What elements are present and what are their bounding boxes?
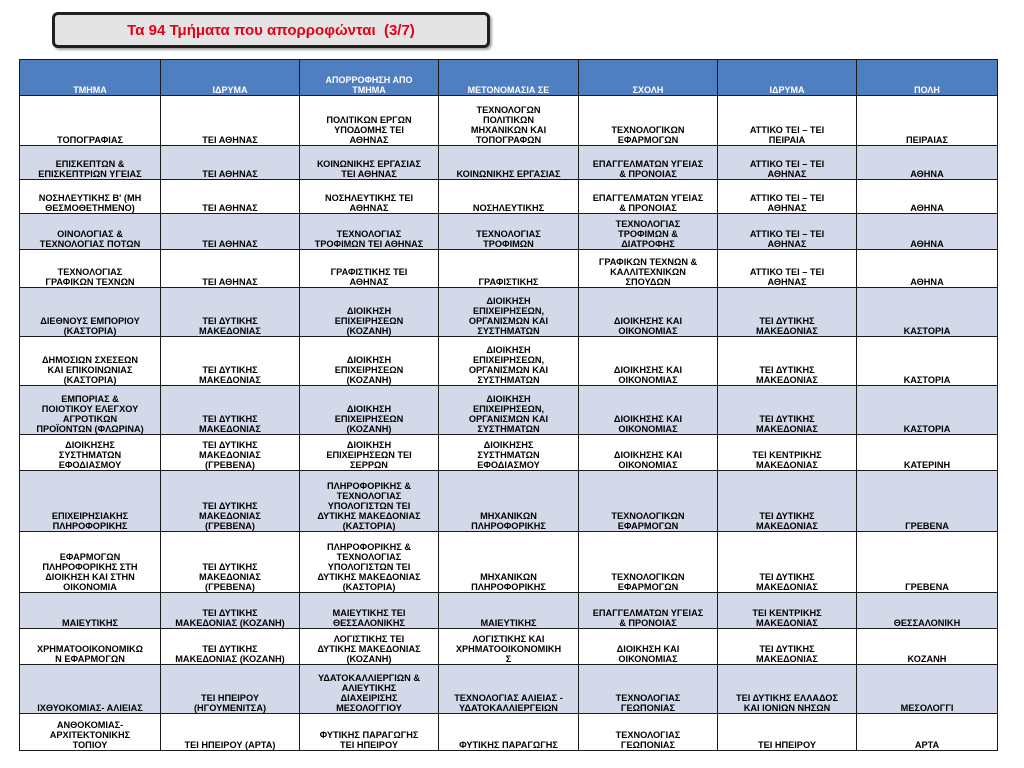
header-renamed-to: ΜΕΤΟΝΟΜΑΣΙΑ ΣΕ (439, 60, 579, 96)
cell-target-institution: ΤΕΙ ΗΠΕΙΡΟΥ (718, 714, 857, 751)
cell-target-institution: ΑΤΤΙΚΟ ΤΕΙ – ΤΕΙ ΑΘΗΝΑΣ (718, 214, 857, 250)
cell-department: ΕΜΠΟΡΙΑΣ & ΠΟΙΟΤΙΚΟΥ ΕΛΕΓΧΟΥ ΑΓΡΟΤΙΚΩΝ ΠΡΟΪΟΝΤΩΝ (ΦΛΩΡΙΝΑ) (20, 386, 161, 435)
cell-city: ΚΑΤΕΡΙΝΗ (857, 435, 998, 471)
cell-city: ΓΡΕΒΕΝΑ (857, 532, 998, 593)
cell-absorbed-by: ΔΙΟΙΚΗΣΗ ΕΠΙΧΕΙΡΗΣΕΩΝ (ΚΟΖΑΝΗ) (300, 386, 439, 435)
cell-school: ΔΙΟΙΚΗΣΗΣ ΚΑΙ ΟΙΚΟΝΟΜΙΑΣ (579, 337, 718, 386)
cell-renamed-to: ΜΗΧΑΝΙΚΩΝ ΠΛΗΡΟΦΟΡΙΚΗΣ (439, 471, 579, 532)
cell-department: ΧΡΗΜΑΤΟΟΙΚΟΝΟΜΙΚΩ Ν ΕΦΑΡΜΟΓΩΝ (20, 629, 161, 665)
table-row (20, 288, 998, 337)
cell-school: ΓΡΑΦΙΚΩΝ ΤΕΧΝΩΝ & ΚΑΛΛΙΤΕΧΝΙΚΩΝ ΣΠΟΥΔΩΝ (579, 250, 718, 288)
table-row (20, 96, 998, 146)
cell-renamed-to: ΦΥΤΙΚΗΣ ΠΑΡΑΓΩΓΗΣ (439, 714, 579, 751)
cell-renamed-to: ΔΙΟΙΚΗΣΗ ΕΠΙΧΕΙΡΗΣΕΩΝ, ΟΡΓΑΝΙΣΜΩΝ ΚΑΙ ΣΥΣΤΗΜΑΤΩΝ (439, 288, 579, 337)
cell-renamed-to: ΔΙΟΙΚΗΣΗ ΕΠΙΧΕΙΡΗΣΕΩΝ, ΟΡΓΑΝΙΣΜΩΝ ΚΑΙ ΣΥΣΤΗΜΑΤΩΝ (439, 337, 579, 386)
header-row (20, 60, 998, 96)
cell-target-institution: ΤΕΙ ΔΥΤΙΚΗΣ ΜΑΚΕΔΟΝΙΑΣ (718, 532, 857, 593)
cell-institution: ΤΕΙ ΔΥΤΙΚΗΣ ΜΑΚΕΔΟΝΙΑΣ (161, 386, 300, 435)
departments-table (19, 59, 998, 751)
cell-department: ΕΠΙΣΚΕΠΤΩΝ & ΕΠΙΣΚΕΠΤΡΙΩΝ ΥΓΕΙΑΣ (20, 146, 161, 180)
header-city: ΠΟΛΗ (857, 60, 998, 96)
cell-institution: ΤΕΙ ΑΘΗΝΑΣ (161, 96, 300, 146)
cell-department: ΕΠΙΧΕΙΡΗΣΙΑΚΗΣ ΠΛΗΡΟΦΟΡΙΚΗΣ (20, 471, 161, 532)
cell-school: ΕΠΑΓΓΕΛΜΑΤΩΝ ΥΓΕΙΑΣ & ΠΡΟΝΟΙΑΣ (579, 593, 718, 629)
cell-department: ΔΙΟΙΚΗΣΗΣ ΣΥΣΤΗΜΑΤΩΝ ΕΦΟΔΙΑΣΜΟΥ (20, 435, 161, 471)
cell-target-institution: ΑΤΤΙΚΟ ΤΕΙ – ΤΕΙ ΑΘΗΝΑΣ (718, 250, 857, 288)
cell-absorbed-by: ΜΑΙΕΥΤΙΚΗΣ ΤΕΙ ΘΕΣΣΑΛΟΝΙΚΗΣ (300, 593, 439, 629)
cell-renamed-to: ΓΡΑΦΙΣΤΙΚΗΣ (439, 250, 579, 288)
cell-renamed-to: ΚΟΙΝΩΝΙΚΗΣ ΕΡΓΑΣΙΑΣ (439, 146, 579, 180)
cell-school: ΤΕΧΝΟΛΟΓΙΚΩΝ ΕΦΑΡΜΟΓΩΝ (579, 471, 718, 532)
table-row (20, 250, 998, 288)
cell-absorbed-by: ΤΕΧΝΟΛΟΓΙΑΣ ΤΡΟΦΙΜΩΝ ΤΕΙ ΑΘΗΝΑΣ (300, 214, 439, 250)
cell-city: ΚΑΣΤΟΡΙΑ (857, 386, 998, 435)
cell-institution: ΤΕΙ ΑΘΗΝΑΣ (161, 250, 300, 288)
cell-school: ΤΕΧΝΟΛΟΓΙΑΣ ΤΡΟΦΙΜΩΝ & ΔΙΑΤΡΟΦΗΣ (579, 214, 718, 250)
cell-absorbed-by: ΛΟΓΙΣΤΙΚΗΣ ΤΕΙ ΔΥΤΙΚΗΣ ΜΑΚΕΔΟΝΙΑΣ (ΚΟΖΑΝΗ) (300, 629, 439, 665)
cell-institution: ΤΕΙ ΔΥΤΙΚΗΣ ΜΑΚΕΔΟΝΙΑΣ (ΚΟΖΑΝΗ) (161, 593, 300, 629)
header-target-institution: ΙΔΡΥΜΑ (718, 60, 857, 96)
cell-absorbed-by: ΔΙΟΙΚΗΣΗ ΕΠΙΧΕΙΡΗΣΕΩΝ (ΚΟΖΑΝΗ) (300, 288, 439, 337)
header-institution: ΙΔΡΥΜΑ (161, 60, 300, 96)
table-row (20, 714, 998, 751)
table-row (20, 629, 998, 665)
cell-target-institution: ΤΕΙ ΚΕΝΤΡΙΚΗΣ ΜΑΚΕΔΟΝΙΑΣ (718, 593, 857, 629)
cell-absorbed-by: ΦΥΤΙΚΗΣ ΠΑΡΑΓΩΓΗΣ ΤΕΙ ΗΠΕΙΡΟΥ (300, 714, 439, 751)
cell-city: ΚΑΣΤΟΡΙΑ (857, 337, 998, 386)
cell-institution: ΤΕΙ ΑΘΗΝΑΣ (161, 180, 300, 214)
cell-school: ΔΙΟΙΚΗΣΗΣ ΚΑΙ ΟΙΚΟΝΟΜΙΑΣ (579, 435, 718, 471)
cell-department: ΙΧΘΥΟΚΟΜΙΑΣ- ΑΛΙΕΙΑΣ (20, 665, 161, 714)
table-row (20, 214, 998, 250)
cell-institution: ΤΕΙ ΔΥΤΙΚΗΣ ΜΑΚΕΔΟΝΙΑΣ (ΚΟΖΑΝΗ) (161, 629, 300, 665)
cell-city: ΑΘΗΝΑ (857, 214, 998, 250)
cell-renamed-to: ΤΕΧΝΟΛΟΓΩΝ ΠΟΛΙΤΙΚΩΝ ΜΗΧΑΝΙΚΩΝ ΚΑΙ ΤΟΠΟΓΡΑΦΩΝ (439, 96, 579, 146)
cell-department: ΜΑΙΕΥΤΙΚΗΣ (20, 593, 161, 629)
cell-department: ΔΗΜΟΣΙΩΝ ΣΧΕΣΕΩΝ ΚΑΙ ΕΠΙΚΟΙΝΩΝΙΑΣ (ΚΑΣΤΟΡΙΑ) (20, 337, 161, 386)
cell-target-institution: ΤΕΙ ΚΕΝΤΡΙΚΗΣ ΜΑΚΕΔΟΝΙΑΣ (718, 435, 857, 471)
table-row (20, 146, 998, 180)
cell-target-institution: ΤΕΙ ΔΥΤΙΚΗΣ ΜΑΚΕΔΟΝΙΑΣ (718, 337, 857, 386)
cell-absorbed-by: ΠΟΛΙΤΙΚΩΝ ΕΡΓΩΝ ΥΠΟΔΟΜΗΣ ΤΕΙ ΑΘΗΝΑΣ (300, 96, 439, 146)
cell-school: ΤΕΧΝΟΛΟΓΙΚΩΝ ΕΦΑΡΜΟΓΩΝ (579, 96, 718, 146)
cell-city: ΘΕΣΣΑΛΟΝΙΚΗ (857, 593, 998, 629)
cell-institution: ΤΕΙ ΔΥΤΙΚΗΣ ΜΑΚΕΔΟΝΙΑΣ (ΓΡΕΒΕΝΑ) (161, 435, 300, 471)
cell-institution: ΤΕΙ ΔΥΤΙΚΗΣ ΜΑΚΕΔΟΝΙΑΣ (ΓΡΕΒΕΝΑ) (161, 532, 300, 593)
cell-school: ΕΠΑΓΓΕΛΜΑΤΩΝ ΥΓΕΙΑΣ & ΠΡΟΝΟΙΑΣ (579, 146, 718, 180)
cell-renamed-to: ΜΑΙΕΥΤΙΚΗΣ (439, 593, 579, 629)
header-department: ΤΜΗΜΑ (20, 60, 161, 96)
cell-absorbed-by: ΓΡΑΦΙΣΤΙΚΗΣ ΤΕΙ ΑΘΗΝΑΣ (300, 250, 439, 288)
cell-city: ΑΘΗΝΑ (857, 180, 998, 214)
cell-school: ΕΠΑΓΓΕΛΜΑΤΩΝ ΥΓΕΙΑΣ & ΠΡΟΝΟΙΑΣ (579, 180, 718, 214)
cell-city: ΚΑΣΤΟΡΙΑ (857, 288, 998, 337)
cell-target-institution: ΤΕΙ ΔΥΤΙΚΗΣ ΜΑΚΕΔΟΝΙΑΣ (718, 471, 857, 532)
cell-city: ΓΡΕΒΕΝΑ (857, 471, 998, 532)
cell-city: ΠΕΙΡΑΙΑΣ (857, 96, 998, 146)
cell-renamed-to: ΛΟΓΙΣΤΙΚΗΣ ΚΑΙ ΧΡΗΜΑΤΟΟΙΚΟΝΟΜΙΚΗ Σ (439, 629, 579, 665)
table-row (20, 180, 998, 214)
cell-renamed-to: ΔΙΟΙΚΗΣΗΣ ΣΥΣΤΗΜΑΤΩΝ ΕΦΟΔΙΑΣΜΟΥ (439, 435, 579, 471)
cell-institution: ΤΕΙ ΔΥΤΙΚΗΣ ΜΑΚΕΔΟΝΙΑΣ (161, 288, 300, 337)
cell-absorbed-by: ΔΙΟΙΚΗΣΗ ΕΠΙΧΕΙΡΗΣΕΩΝ (ΚΟΖΑΝΗ) (300, 337, 439, 386)
cell-renamed-to: ΤΕΧΝΟΛΟΓΙΑΣ ΤΡΟΦΙΜΩΝ (439, 214, 579, 250)
cell-renamed-to: ΤΕΧΝΟΛΟΓΙΑΣ ΑΛΙΕΙΑΣ - ΥΔΑΤΟΚΑΛΛΙΕΡΓΕΙΩΝ (439, 665, 579, 714)
cell-absorbed-by: ΠΛΗΡΟΦΟΡΙΚΗΣ & ΤΕΧΝΟΛΟΓΙΑΣ ΥΠΟΛΟΓΙΣΤΩΝ ΤΕΙ ΔΥΤΙΚΗΣ ΜΑΚΕΔΟΝΙΑΣ (ΚΑΣΤΟΡΙΑ) (300, 532, 439, 593)
cell-school: ΤΕΧΝΟΛΟΓΙΚΩΝ ΕΦΑΡΜΟΓΩΝ (579, 532, 718, 593)
cell-absorbed-by: ΠΛΗΡΟΦΟΡΙΚΗΣ & ΤΕΧΝΟΛΟΓΙΑΣ ΥΠΟΛΟΓΙΣΤΩΝ ΤΕΙ ΔΥΤΙΚΗΣ ΜΑΚΕΔΟΝΙΑΣ (ΚΑΣΤΟΡΙΑ) (300, 471, 439, 532)
table-row (20, 532, 998, 593)
table-row (20, 665, 998, 714)
cell-institution: ΤΕΙ ΗΠΕΙΡΟΥ (ΑΡΤΑ) (161, 714, 300, 751)
table-body (20, 96, 998, 751)
table-row (20, 337, 998, 386)
cell-renamed-to: ΔΙΟΙΚΗΣΗ ΕΠΙΧΕΙΡΗΣΕΩΝ, ΟΡΓΑΝΙΣΜΩΝ ΚΑΙ ΣΥΣΤΗΜΑΤΩΝ (439, 386, 579, 435)
header-absorbed-by: ΑΠΟΡΡΟΦΗΣΗ ΑΠΟ ΤΜΗΜΑ (300, 60, 439, 96)
cell-school: ΔΙΟΙΚΗΣΗΣ ΚΑΙ ΟΙΚΟΝΟΜΙΑΣ (579, 386, 718, 435)
cell-target-institution: ΤΕΙ ΔΥΤΙΚΗΣ ΜΑΚΕΔΟΝΙΑΣ (718, 288, 857, 337)
cell-school: ΤΕΧΝΟΛΟΓΙΑΣ ΓΕΩΠΟΝΙΑΣ (579, 714, 718, 751)
cell-department: ΔΙΕΘΝΟΥΣ ΕΜΠΟΡΙΟΥ (ΚΑΣΤΟΡΙΑ) (20, 288, 161, 337)
table-row (20, 435, 998, 471)
cell-department: ΝΟΣΗΛΕΥΤΙΚΗΣ Β' (ΜΗ ΘΕΣΜΟΘΕΤΗΜΕΝΟ) (20, 180, 161, 214)
table-row (20, 471, 998, 532)
cell-institution: ΤΕΙ ΔΥΤΙΚΗΣ ΜΑΚΕΔΟΝΙΑΣ (161, 337, 300, 386)
cell-absorbed-by: ΝΟΣΗΛΕΥΤΙΚΗΣ ΤΕΙ ΑΘΗΝΑΣ (300, 180, 439, 214)
cell-city: ΜΕΣΟΛΟΓΓΙ (857, 665, 998, 714)
cell-institution: ΤΕΙ ΗΠΕΙΡΟΥ (ΗΓΟΥΜΕΝΙΤΣΑ) (161, 665, 300, 714)
cell-target-institution: ΤΕΙ ΔΥΤΙΚΗΣ ΕΛΛΑΔΟΣ ΚΑΙ ΙΟΝΙΩΝ ΝΗΣΩΝ (718, 665, 857, 714)
cell-target-institution: ΑΤΤΙΚΟ ΤΕΙ – ΤΕΙ ΑΘΗΝΑΣ (718, 180, 857, 214)
cell-city: ΑΘΗΝΑ (857, 146, 998, 180)
cell-department: ΕΦΑΡΜΟΓΩΝ ΠΛΗΡΟΦΟΡΙΚΗΣ ΣΤΗ ΔΙΟΙΚΗΣΗ ΚΑΙ ΣΤΗΝ ΟΙΚΟΝΟΜΙΑ (20, 532, 161, 593)
cell-school: ΔΙΟΙΚΗΣΗ ΚΑΙ ΟΙΚΟΝΟΜΙΑΣ (579, 629, 718, 665)
cell-renamed-to: ΜΗΧΑΝΙΚΩΝ ΠΛΗΡΟΦΟΡΙΚΗΣ (439, 532, 579, 593)
cell-city: ΚΟΖΑΝΗ (857, 629, 998, 665)
cell-absorbed-by: ΔΙΟΙΚΗΣΗ ΕΠΙΧΕΙΡΗΣΕΩΝ ΤΕΙ ΣΕΡΡΩΝ (300, 435, 439, 471)
cell-institution: ΤΕΙ ΑΘΗΝΑΣ (161, 214, 300, 250)
cell-renamed-to: ΝΟΣΗΛΕΥΤΙΚΗΣ (439, 180, 579, 214)
title-box (52, 12, 490, 48)
cell-target-institution: ΤΕΙ ΔΥΤΙΚΗΣ ΜΑΚΕΔΟΝΙΑΣ (718, 629, 857, 665)
cell-school: ΤΕΧΝΟΛΟΓΙΑΣ ΓΕΩΠΟΝΙΑΣ (579, 665, 718, 714)
cell-absorbed-by: ΥΔΑΤΟΚΑΛΛΙΕΡΓΙΩΝ & ΑΛΙΕΥΤΙΚΗΣ ΔΙΑΧΕΙΡΙΣΗΣ ΜΕΣΟΛΟΓΓΙΟΥ (300, 665, 439, 714)
table-row (20, 386, 998, 435)
cell-department: ΟΙΝΟΛΟΓΙΑΣ & ΤΕΧΝΟΛΟΓΙΑΣ ΠΟΤΩΝ (20, 214, 161, 250)
cell-school: ΔΙΟΙΚΗΣΗΣ ΚΑΙ ΟΙΚΟΝΟΜΙΑΣ (579, 288, 718, 337)
table-row (20, 593, 998, 629)
cell-institution: ΤΕΙ ΔΥΤΙΚΗΣ ΜΑΚΕΔΟΝΙΑΣ (ΓΡΕΒΕΝΑ) (161, 471, 300, 532)
cell-absorbed-by: ΚΟΙΝΩΝΙΚΗΣ ΕΡΓΑΣΙΑΣ ΤΕΙ ΑΘΗΝΑΣ (300, 146, 439, 180)
header-school: ΣΧΟΛΗ (579, 60, 718, 96)
cell-department: ΤΟΠΟΓΡΑΦΙΑΣ (20, 96, 161, 146)
cell-city: ΑΡΤΑ (857, 714, 998, 751)
cell-department: ΤΕΧΝΟΛΟΓΙΑΣ ΓΡΑΦΙΚΩΝ ΤΕΧΝΩΝ (20, 250, 161, 288)
cell-target-institution: ΑΤΤΙΚΟ ΤΕΙ – ΤΕΙ ΑΘΗΝΑΣ (718, 146, 857, 180)
cell-department: ΑΝΘΟΚΟΜΙΑΣ- ΑΡΧΙΤΕΚΤΟΝΙΚΗΣ ΤΟΠΙΟΥ (20, 714, 161, 751)
slide-title: Τα 94 Τμήματα που απορροφώνται (3/7) (127, 21, 415, 39)
cell-institution: ΤΕΙ ΑΘΗΝΑΣ (161, 146, 300, 180)
cell-city: ΑΘΗΝΑ (857, 250, 998, 288)
cell-target-institution: ΤΕΙ ΔΥΤΙΚΗΣ ΜΑΚΕΔΟΝΙΑΣ (718, 386, 857, 435)
cell-target-institution: ΑΤΤΙΚΟ ΤΕΙ – ΤΕΙ ΠΕΙΡΑΙΑ (718, 96, 857, 146)
